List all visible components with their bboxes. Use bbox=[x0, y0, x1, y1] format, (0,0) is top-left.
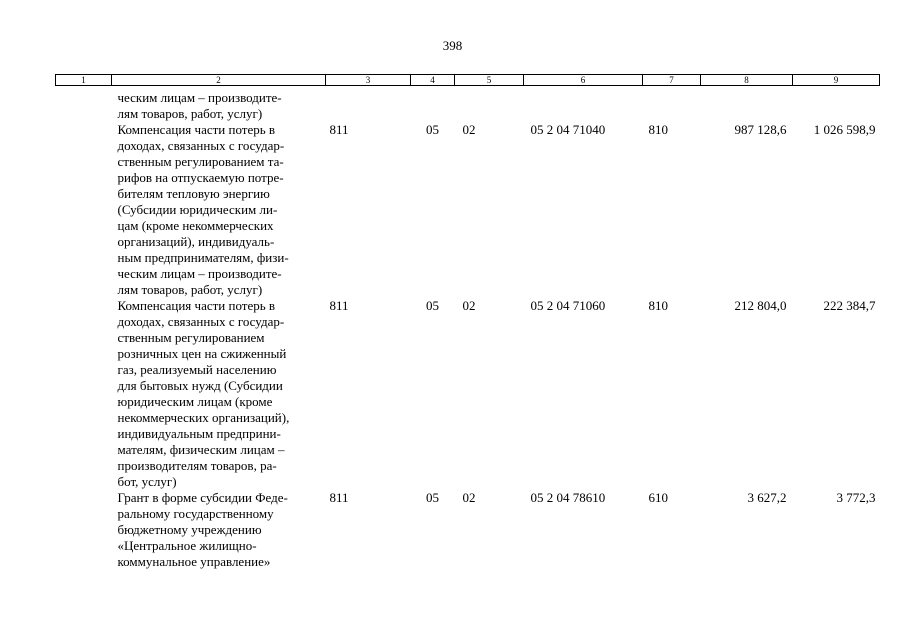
header-col-3: 3 bbox=[326, 75, 411, 86]
subsection-code-cell bbox=[455, 86, 524, 123]
target-article-code-cell bbox=[524, 86, 643, 123]
item-name-line: ным предпринимателям, физи- bbox=[117, 250, 289, 265]
header-col-6: 6 bbox=[524, 75, 643, 86]
vedomstvo-code-cell bbox=[326, 86, 411, 123]
expense-type-code-cell: 610 bbox=[648, 490, 668, 505]
item-name-line: рифов на отпускаемую потре- bbox=[117, 170, 284, 185]
amount-year-1-cell: 3 627,2 bbox=[747, 490, 787, 505]
section-code-cell: 05 bbox=[426, 490, 439, 505]
target-article-code-cell: 05 2 04 78610 bbox=[530, 490, 606, 505]
item-name-line: розничных цен на сжиженный bbox=[117, 346, 287, 361]
header-col-5: 5 bbox=[455, 75, 524, 86]
budget-table bbox=[55, 74, 880, 570]
item-name-line: «Центральное жилищно- bbox=[117, 538, 257, 553]
expense-type-code-cell: 810 bbox=[648, 122, 668, 137]
item-name-line: доходах, связанных с государ- bbox=[117, 138, 285, 153]
item-name-line: юридическим лицам (кроме bbox=[117, 394, 273, 409]
target-article-code-cell: 05 2 04 71060 bbox=[530, 298, 606, 313]
subsection-code-cell: 02 bbox=[462, 298, 476, 313]
table-row bbox=[56, 298, 880, 490]
table-body bbox=[56, 86, 880, 571]
column-number-header bbox=[56, 75, 880, 86]
row-number-cell bbox=[56, 86, 112, 123]
section-code-cell bbox=[411, 86, 455, 123]
item-name-line: Компенсация части потерь в bbox=[117, 298, 276, 313]
expense-type-code-cell: 810 bbox=[648, 298, 668, 313]
amount-year-2-cell: 3 772,3 bbox=[836, 490, 876, 505]
row-number-cell bbox=[56, 490, 112, 570]
table-row bbox=[56, 122, 880, 298]
header-col-8: 8 bbox=[701, 75, 793, 86]
item-name-line: ческим лицам – производите- bbox=[117, 266, 282, 281]
item-name-cell bbox=[112, 298, 326, 490]
page-number: 398 bbox=[442, 38, 463, 53]
item-name-cell bbox=[112, 490, 326, 570]
item-name-line: коммунальное управление» bbox=[117, 554, 271, 569]
item-name-line: бот, услуг) bbox=[117, 474, 177, 489]
section-code-cell: 05 bbox=[426, 122, 439, 137]
item-name-line: ральному государственному bbox=[117, 506, 274, 521]
row-number-cell bbox=[56, 122, 112, 298]
amount-year-1-cell: 212 804,0 bbox=[734, 298, 787, 313]
item-name-line: цам (кроме некоммерческих bbox=[117, 218, 274, 233]
amount-year-2-cell: 1 026 598,9 bbox=[813, 122, 876, 137]
item-name-line: организаций), индивидуаль- bbox=[117, 234, 275, 249]
item-name-line: Компенсация части потерь в bbox=[117, 122, 276, 137]
item-name-cell bbox=[112, 122, 326, 298]
item-name-line: Грант в форме субсидии Феде- bbox=[117, 490, 288, 505]
target-article-code-cell: 05 2 04 71040 bbox=[530, 122, 606, 137]
amount-year-2-cell bbox=[793, 86, 880, 123]
item-name-line: некоммерческих организаций), bbox=[117, 410, 290, 425]
item-name-cell bbox=[112, 86, 326, 123]
item-name-line: лям товаров, работ, услуг) bbox=[117, 106, 263, 121]
item-name-line: газ, реализуемый населению bbox=[117, 362, 277, 377]
item-name-line: бителям тепловую энергию bbox=[117, 186, 270, 201]
amount-year-1-cell: 987 128,6 bbox=[734, 122, 787, 137]
item-name-line: бюджетному учреждению bbox=[117, 522, 262, 537]
item-name-line: ственным регулированием та- bbox=[117, 154, 284, 169]
table-row bbox=[56, 86, 880, 123]
header-col-2: 2 bbox=[112, 75, 326, 86]
section-code-cell: 05 bbox=[426, 298, 439, 313]
expense-type-code-cell bbox=[643, 86, 701, 123]
item-name-line: ственным регулированием bbox=[117, 330, 265, 345]
vedomstvo-code-cell: 811 bbox=[329, 122, 349, 137]
subsection-code-cell: 02 bbox=[462, 122, 476, 137]
item-name-line: лям товаров, работ, услуг) bbox=[117, 282, 263, 297]
item-name-line: индивидуальным предприни- bbox=[117, 426, 281, 441]
vedomstvo-code-cell: 811 bbox=[329, 298, 349, 313]
item-name-line: мателям, физическим лицам – bbox=[117, 442, 285, 457]
row-number-cell bbox=[56, 298, 112, 490]
header-col-9: 9 bbox=[793, 75, 880, 86]
amount-year-1-cell bbox=[701, 86, 793, 123]
header-col-7: 7 bbox=[643, 75, 701, 86]
amount-year-2-cell: 222 384,7 bbox=[823, 298, 876, 313]
item-name-line: для бытовых нужд (Субсидии bbox=[117, 378, 283, 393]
item-name-line: (Субсидии юридическим ли- bbox=[117, 202, 278, 217]
item-name-line: доходах, связанных с государ- bbox=[117, 314, 285, 329]
header-col-4: 4 bbox=[411, 75, 455, 86]
table-row bbox=[56, 490, 880, 570]
item-name-line: производителям товаров, ра- bbox=[117, 458, 277, 473]
header-col-1: 1 bbox=[56, 75, 112, 86]
item-name-line: ческим лицам – производите- bbox=[117, 90, 282, 105]
vedomstvo-code-cell: 811 bbox=[329, 490, 349, 505]
subsection-code-cell: 02 bbox=[462, 490, 476, 505]
